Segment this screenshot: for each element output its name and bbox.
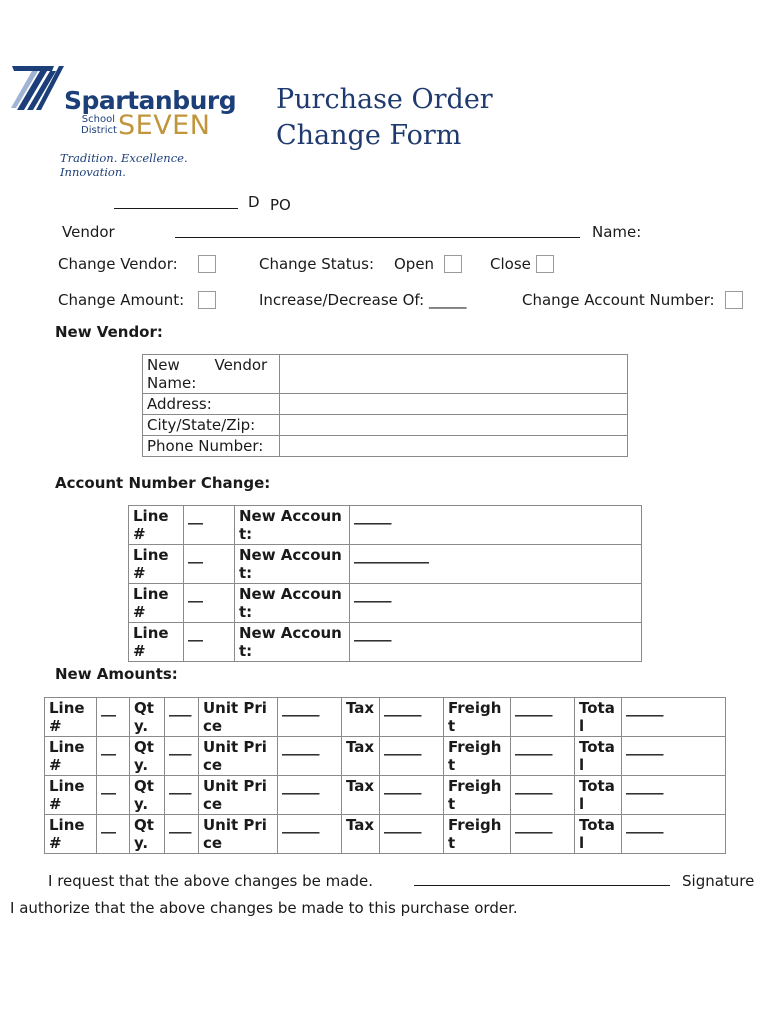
qty-field[interactable]: ___ bbox=[165, 776, 199, 815]
logo-school: School bbox=[81, 114, 115, 125]
unit-price-label: Unit Price bbox=[199, 698, 278, 737]
new-account-label: New Account: bbox=[235, 506, 350, 545]
freight-field[interactable]: _____ bbox=[511, 698, 575, 737]
close-label: Close bbox=[490, 255, 531, 273]
new-vendor-name-label bbox=[143, 355, 280, 394]
phone-number-field[interactable] bbox=[280, 436, 628, 457]
line-label: Line # bbox=[45, 815, 97, 854]
new-account-field[interactable]: _____ bbox=[350, 506, 642, 545]
freight-field[interactable]: _____ bbox=[511, 776, 575, 815]
total-field[interactable]: _____ bbox=[622, 776, 726, 815]
unit-price-field[interactable]: _____ bbox=[278, 776, 342, 815]
line-label: Line # bbox=[129, 506, 184, 545]
qty-label: Qty. bbox=[130, 698, 165, 737]
logo-tagline: Tradition. Excellence. Innovation. bbox=[60, 151, 188, 179]
close-checkbox[interactable] bbox=[536, 255, 554, 273]
unit-price-field[interactable]: _____ bbox=[278, 698, 342, 737]
total-label: Total bbox=[575, 737, 622, 776]
unit-price-label: Unit Price bbox=[199, 815, 278, 854]
line-number-field[interactable]: __ bbox=[184, 584, 235, 623]
total-field[interactable]: _____ bbox=[622, 815, 726, 854]
unit-price-label: Unit Price bbox=[199, 776, 278, 815]
qty-field[interactable]: ___ bbox=[165, 815, 199, 854]
phone-number-label: Phone Number: bbox=[143, 436, 280, 457]
total-field[interactable]: _____ bbox=[622, 698, 726, 737]
name-label: Name: bbox=[592, 223, 642, 241]
vendor-line[interactable] bbox=[175, 237, 580, 238]
new-vendor-table bbox=[142, 354, 628, 457]
account-change-table bbox=[128, 505, 642, 662]
line-label: Line # bbox=[45, 737, 97, 776]
new-amounts-heading: New Amounts: bbox=[55, 665, 178, 683]
total-label: Total bbox=[575, 776, 622, 815]
change-account-label: Change Account Number: bbox=[522, 291, 715, 309]
unit-price-field[interactable]: _____ bbox=[278, 737, 342, 776]
form-title bbox=[276, 82, 493, 154]
new-vendor-name-wrap bbox=[147, 356, 275, 392]
table-row bbox=[143, 394, 628, 415]
total-label: Total bbox=[575, 815, 622, 854]
change-amount-checkbox[interactable] bbox=[198, 291, 216, 309]
line-number-field[interactable]: __ bbox=[97, 776, 130, 815]
po-label: PO bbox=[270, 196, 291, 214]
line-label: Line # bbox=[45, 698, 97, 737]
table-row bbox=[45, 815, 726, 854]
date-line[interactable] bbox=[114, 208, 238, 209]
tax-field[interactable]: _____ bbox=[380, 776, 444, 815]
logo-seven: SEVEN bbox=[118, 110, 211, 141]
vendor-label: Vendor bbox=[62, 223, 115, 241]
new-account-label: New Account: bbox=[235, 584, 350, 623]
district-logo bbox=[10, 62, 250, 179]
qty-label: Qty. bbox=[130, 815, 165, 854]
tax-label: Tax bbox=[342, 776, 380, 815]
total-label: Total bbox=[575, 698, 622, 737]
signature-line[interactable] bbox=[414, 885, 670, 886]
line-number-field[interactable]: __ bbox=[97, 698, 130, 737]
new-account-field[interactable]: _____ bbox=[350, 623, 642, 662]
city-state-zip-field[interactable] bbox=[280, 415, 628, 436]
freight-field[interactable]: _____ bbox=[511, 737, 575, 776]
open-label: Open bbox=[394, 255, 435, 273]
new-vendor-name-text: New Vendor Name: bbox=[147, 356, 268, 392]
line-number-field[interactable]: __ bbox=[184, 506, 235, 545]
new-account-field[interactable]: __________ bbox=[350, 545, 642, 584]
table-row bbox=[143, 355, 628, 394]
account-change-heading: Account Number Change: bbox=[55, 474, 271, 492]
new-amounts-table bbox=[44, 697, 726, 854]
table-row bbox=[129, 584, 642, 623]
tax-field[interactable]: _____ bbox=[380, 698, 444, 737]
logo-school-district bbox=[81, 114, 115, 136]
tax-label: Tax bbox=[342, 737, 380, 776]
new-amounts-body bbox=[45, 698, 726, 854]
line-number-field[interactable]: __ bbox=[97, 815, 130, 854]
qty-field[interactable]: ___ bbox=[165, 698, 199, 737]
change-status-label: Change Status: bbox=[259, 255, 375, 273]
increase-decrease-label: Increase/Decrease Of: _____ bbox=[259, 291, 467, 309]
new-vendor-heading: New Vendor: bbox=[55, 323, 163, 341]
total-field[interactable]: _____ bbox=[622, 737, 726, 776]
table-row bbox=[143, 436, 628, 457]
qty-field[interactable]: ___ bbox=[165, 737, 199, 776]
line-label: Line # bbox=[45, 776, 97, 815]
table-row bbox=[45, 776, 726, 815]
tax-field[interactable]: _____ bbox=[380, 815, 444, 854]
line-label: Line # bbox=[129, 545, 184, 584]
new-account-field[interactable]: _____ bbox=[350, 584, 642, 623]
line-number-field[interactable]: __ bbox=[184, 545, 235, 584]
table-row bbox=[45, 698, 726, 737]
change-amount-label: Change Amount: bbox=[58, 291, 185, 309]
table-row bbox=[129, 545, 642, 584]
tax-field[interactable]: _____ bbox=[380, 737, 444, 776]
open-checkbox[interactable] bbox=[444, 255, 462, 273]
freight-label: Freight bbox=[444, 815, 511, 854]
new-account-label: New Account: bbox=[235, 545, 350, 584]
line-label: Line # bbox=[129, 623, 184, 662]
logo-name: Spartanburg bbox=[64, 86, 237, 115]
signature-label: Signature bbox=[682, 872, 755, 890]
freight-label: Freight bbox=[444, 737, 511, 776]
form-title-line2: Change Form bbox=[276, 120, 462, 151]
request-statement: I request that the above changes be made. bbox=[48, 872, 373, 890]
freight-label: Freight bbox=[444, 776, 511, 815]
tax-label: Tax bbox=[342, 698, 380, 737]
logo-district: District bbox=[81, 125, 117, 136]
line-number-field[interactable]: __ bbox=[184, 623, 235, 662]
table-row bbox=[129, 506, 642, 545]
new-vendor-name-field[interactable] bbox=[280, 355, 628, 394]
freight-field[interactable]: _____ bbox=[511, 815, 575, 854]
table-row bbox=[45, 737, 726, 776]
change-vendor-checkbox[interactable] bbox=[198, 255, 216, 273]
unit-price-label: Unit Price bbox=[199, 737, 278, 776]
seven-mark-icon bbox=[10, 62, 70, 112]
unit-price-field[interactable]: _____ bbox=[278, 815, 342, 854]
change-vendor-label: Change Vendor: bbox=[58, 255, 178, 273]
qty-label: Qty. bbox=[130, 737, 165, 776]
date-label: D bbox=[248, 193, 260, 211]
change-account-checkbox[interactable] bbox=[725, 291, 743, 309]
address-label: Address: bbox=[143, 394, 280, 415]
address-field[interactable] bbox=[280, 394, 628, 415]
tax-label: Tax bbox=[342, 815, 380, 854]
table-row bbox=[129, 623, 642, 662]
form-title-line1: Purchase Order bbox=[276, 84, 493, 115]
line-number-field[interactable]: __ bbox=[97, 737, 130, 776]
table-row bbox=[143, 415, 628, 436]
line-label: Line # bbox=[129, 584, 184, 623]
city-state-zip-label: City/State/Zip: bbox=[143, 415, 280, 436]
qty-label: Qty. bbox=[130, 776, 165, 815]
freight-label: Freight bbox=[444, 698, 511, 737]
new-account-label: New Account: bbox=[235, 623, 350, 662]
authorize-statement: I authorize that the above changes be made to this purchase order. bbox=[10, 899, 518, 917]
